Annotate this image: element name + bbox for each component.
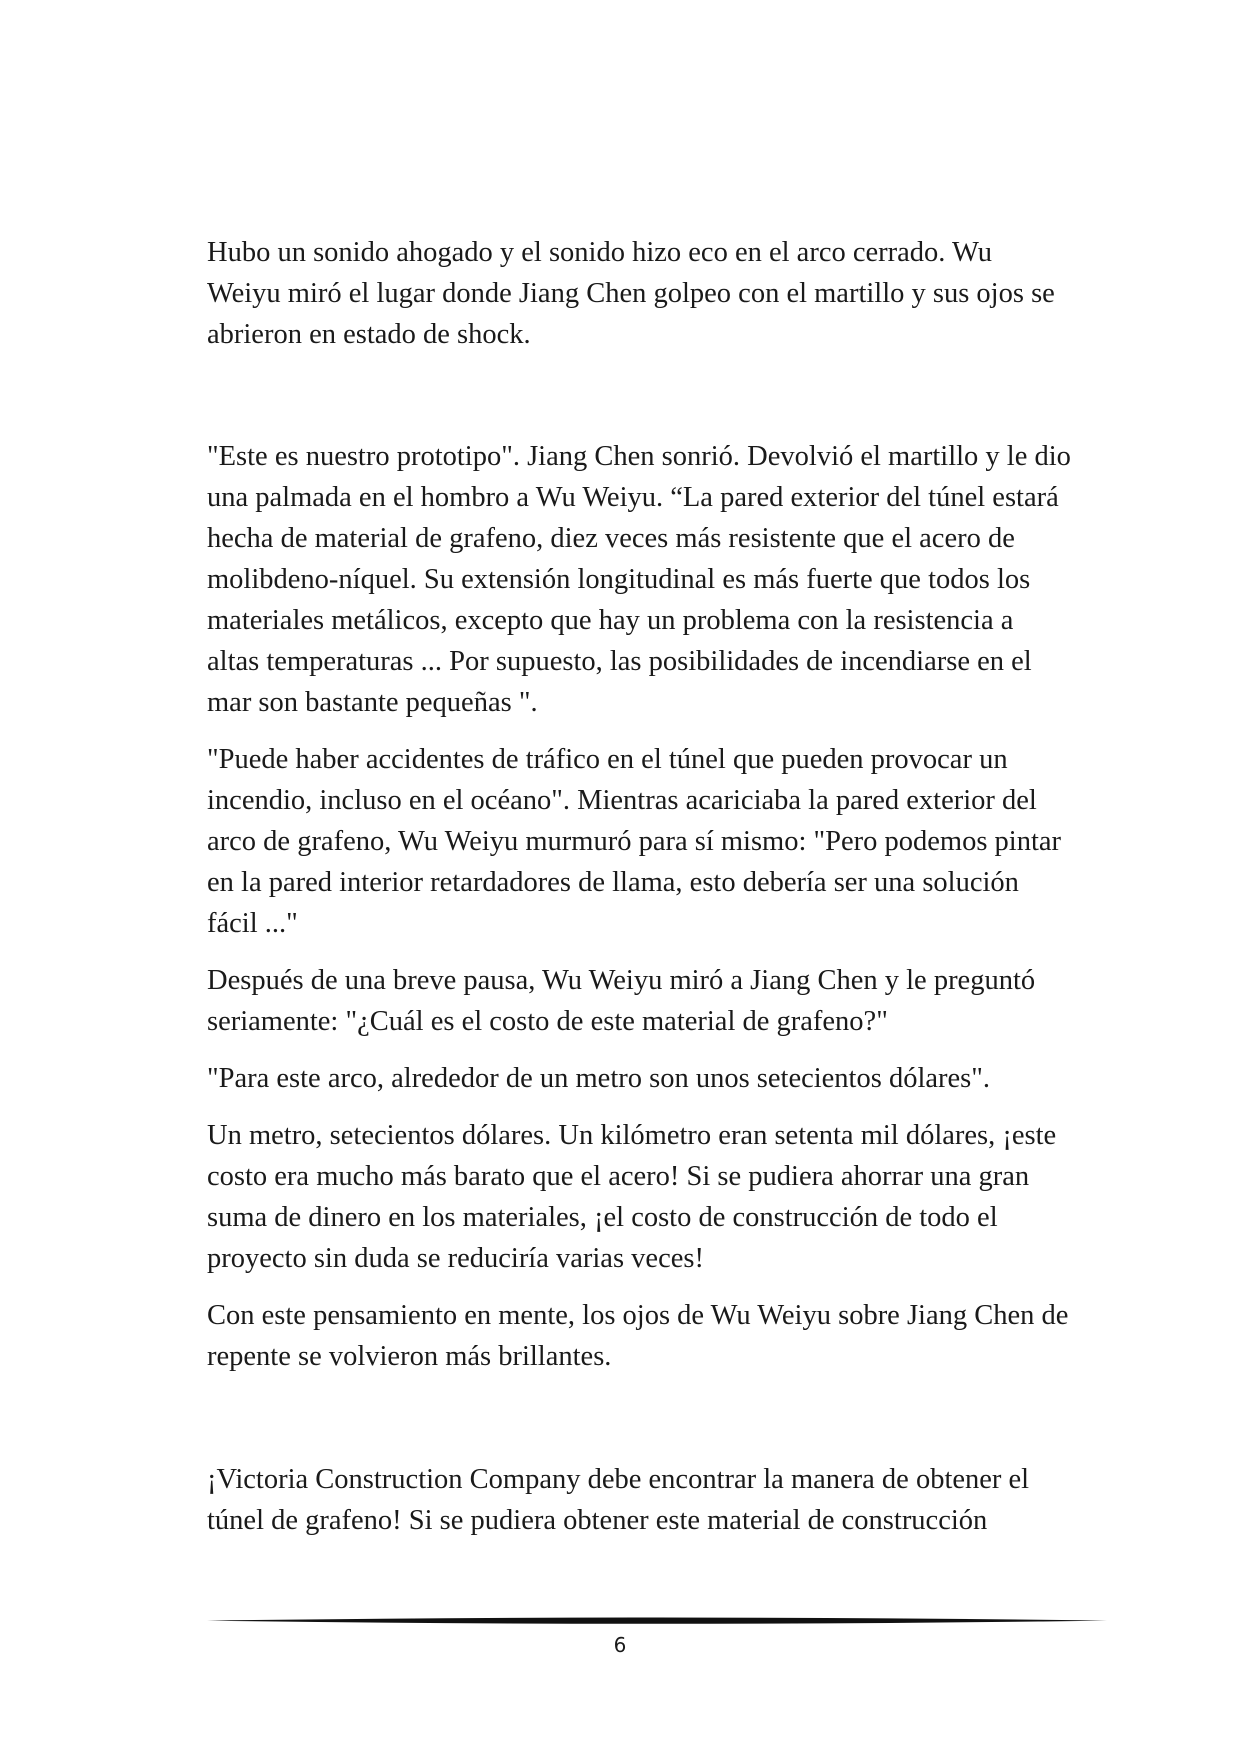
paragraph-3: "Puede haber accidentes de tráfico en el túnel que pueden provocar un incendio, incluso en el océano". Mientras acariciaba la pared exterior del arco de grafeno, Wu Weiyu murmuró para sí mismo: "Pero podemos pintar en la pared interior retardadores de llama, esto debería ser una solución fácil ..." (207, 744, 1062, 939)
paragraph-2: "Este es nuestro prototipo". Jiang Chen sonrió. Devolvió el martillo y le dio una palmada en el hombro a Wu Weiyu. “La pared exterior del túnel estará hecha de material de grafeno, diez veces más resistente que el acero de molibdeno-níquel. Su extensión longitudinal es más fuerte que todos los materiales metálicos, excepto que hay un problema con la resistencia a altas temperaturas ... Por supuesto, las posibilidades de incendiarse en el mar son bastante pequeñas ". (207, 441, 1071, 718)
paragraph-5: "Para este arco, alrededor de un metro son unos setecientos dólares". (207, 1063, 990, 1094)
footer-divider (207, 1616, 1107, 1626)
page-number: 6 (613, 1633, 627, 1657)
paragraph-8: ¡Victoria Construction Company debe encontrar la manera de obtener el túnel de grafeno! Si se pudiera obtener este material de construcción (207, 1464, 1030, 1536)
paragraph-6: Un metro, setecientos dólares. Un kilómetro eran setenta mil dólares, ¡este costo era mucho más barato que el acero! Si se pudiera ahorrar una gran suma de dinero en los materiales, ¡el costo de construcción de todo el proyecto sin duda se reduciría varias veces! (207, 1120, 1057, 1274)
paragraph-4: Después de una breve pausa, Wu Weiyu miró a Jiang Chen y le preguntó seriamente: "¿Cuál es el costo de este material de grafeno?" (207, 965, 1036, 1037)
paragraph-1: Hubo un sonido ahogado y el sonido hizo eco en el arco cerrado. Wu Weiyu miró el lugar donde Jiang Chen golpeo con el martillo y sus ojos se abrieron en estado de shock. (207, 237, 1055, 350)
document-body (207, 232, 1072, 1541)
paragraph-7: Con este pensamiento en mente, los ojos de Wu Weiyu sobre Jiang Chen de repente se volvieron más brillantes. (207, 1300, 1069, 1372)
